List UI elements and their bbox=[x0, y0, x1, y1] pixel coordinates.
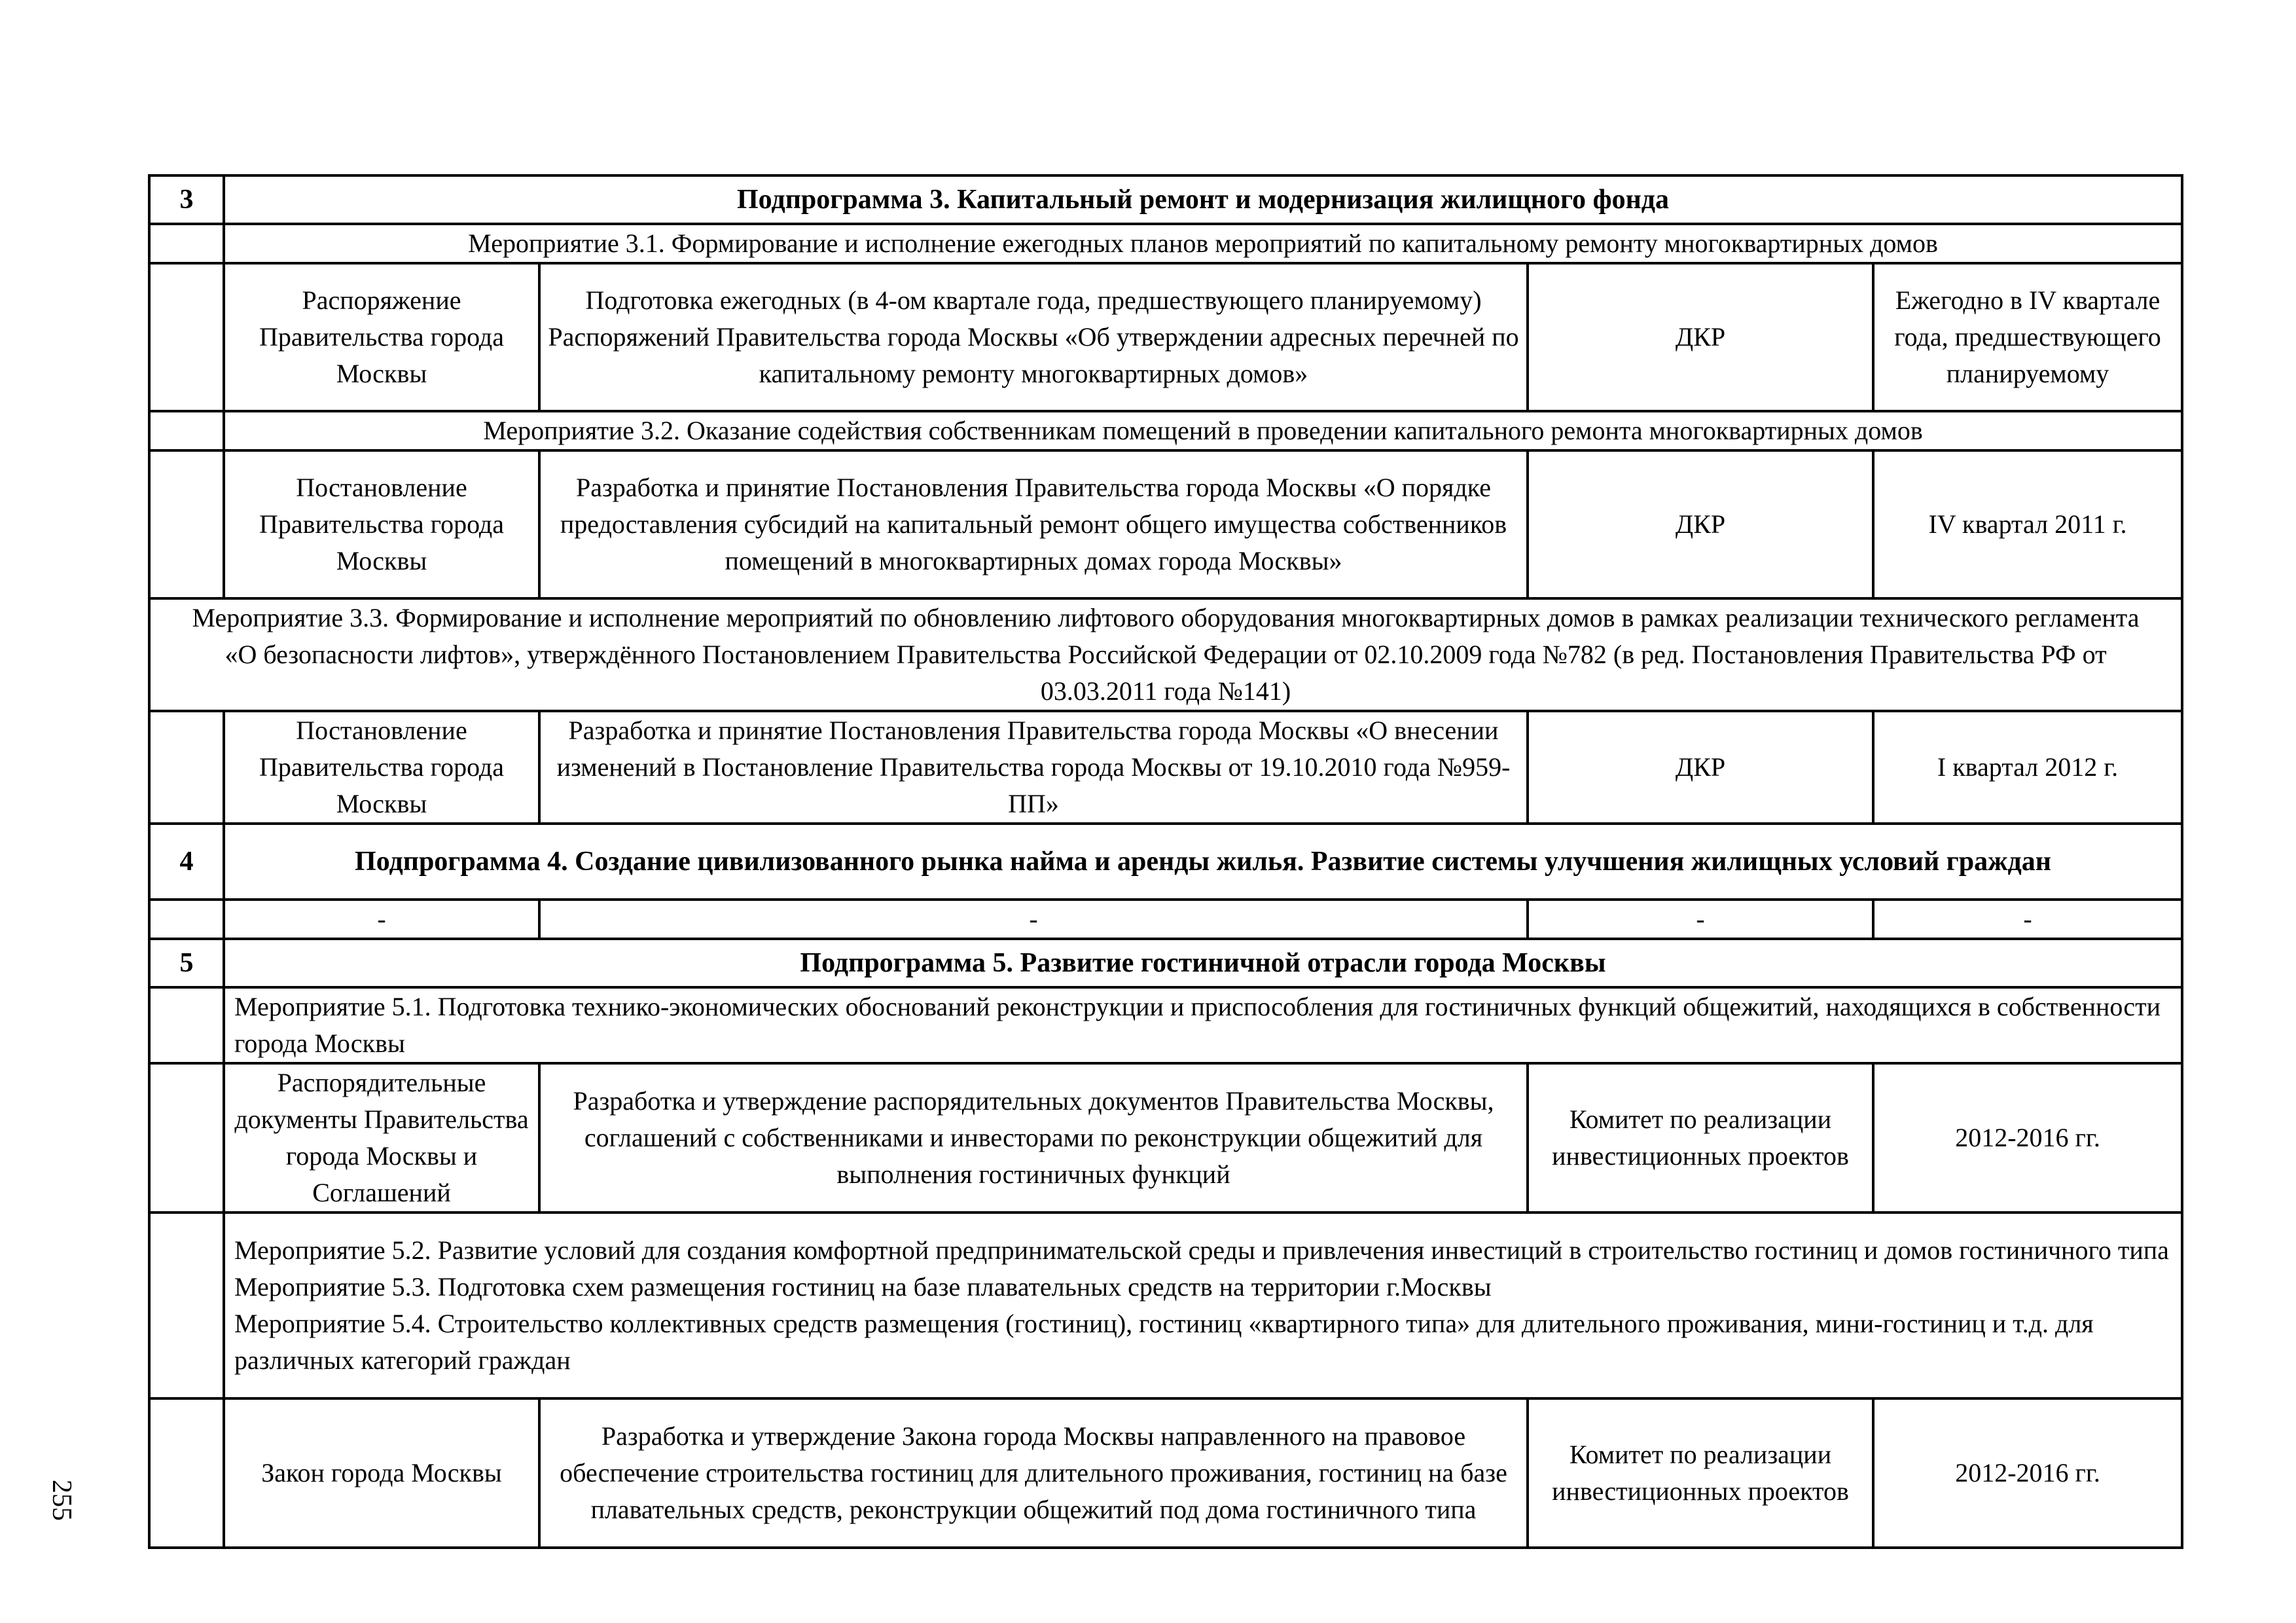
executor: - bbox=[1528, 900, 1873, 939]
empty-cell bbox=[149, 224, 224, 263]
document-type: Постановление Правительства города Москвы bbox=[224, 450, 539, 598]
empty-cell bbox=[149, 411, 224, 450]
deadline: 2012-2016 гг. bbox=[1873, 1063, 2182, 1213]
measure-row bbox=[149, 224, 2182, 263]
action-description: Разработка и принятие Постановления Правительства города Москвы «О порядке предоставления субсидий на капитальный ремонт общего имущества собственников помещений в многоквартирных домах города Москвы» bbox=[539, 450, 1528, 598]
measure-row bbox=[149, 411, 2182, 450]
measure-row bbox=[149, 1213, 2182, 1398]
deadline: I квартал 2012 г. bbox=[1873, 711, 2182, 824]
document-type: - bbox=[224, 900, 539, 939]
subprogram-title: Подпрограмма 3. Капитальный ремонт и модернизация жилищного фонда bbox=[224, 175, 2182, 224]
table-row bbox=[149, 1063, 2182, 1213]
subprogram-4-row bbox=[149, 824, 2182, 900]
action-description: Разработка и утверждение распорядительных документов Правительства Москвы, соглашений с собственниками и инвесторами по реконструкции общежитий для выполнения гостиничных функций bbox=[539, 1063, 1528, 1213]
subprogram-5-row bbox=[149, 939, 2182, 987]
table-row bbox=[149, 450, 2182, 598]
action-description: Разработка и принятие Постановления Правительства города Москвы «О внесении изменений в Постановление Правительства города Москвы от 19.10.2010 года №959-ПП» bbox=[539, 711, 1528, 824]
measure-5-3: Мероприятие 5.3. Подготовка схем размещения гостиниц на базе плавательных средств на территории г.Москвы bbox=[234, 1272, 1492, 1302]
subprogram-title: Подпрограмма 4. Создание цивилизованного рынка найма и аренды жилья. Развитие системы улучшения жилищных условий граждан bbox=[224, 824, 2182, 900]
measure-row bbox=[149, 598, 2182, 711]
document-type: Распоряжение Правительства города Москвы bbox=[224, 263, 539, 411]
empty-cell bbox=[149, 987, 224, 1063]
program-table bbox=[148, 174, 2183, 1549]
empty-cell bbox=[149, 263, 224, 411]
measure-5-4: Мероприятие 5.4. Строительство коллективных средств размещения (гостиниц), гостиниц «квартирного типа» для длительного проживания, мини-гостиниц и т.д. для различных категорий граждан bbox=[234, 1309, 2094, 1375]
executor: Комитет по реализации инвестиционных проектов bbox=[1528, 1398, 1873, 1548]
table-row bbox=[149, 1398, 2182, 1548]
empty-cell bbox=[149, 1063, 224, 1213]
subprogram-3-row bbox=[149, 175, 2182, 224]
measure-text: Мероприятие 3.2. Оказание содействия собственникам помещений в проведении капитального ремонта многоквартирных домов bbox=[224, 411, 2182, 450]
deadline: Ежегодно в IV квартале года, предшествующего планируемому bbox=[1873, 263, 2182, 411]
measure-5-2: Мероприятие 5.2. Развитие условий для создания комфортной предпринимательской среды и привлечения инвестиций в строительство гостиниц и домов гостиничного типа bbox=[234, 1235, 2169, 1265]
executor: ДКР bbox=[1528, 450, 1873, 598]
measure-text: Мероприятие 3.3. Формирование и исполнение мероприятий по обновлению лифтового оборудования многоквартирных домов в рамках реализации технического регламента «О безопасности лифтов», утверждённого Постановлением Правительства Российской Федерации от 02.10.2009 года №782 (в ред. Постановления Правительства РФ от 03.03.2011 года №141) bbox=[149, 598, 2182, 711]
document-type: Постановление Правительства города Москвы bbox=[224, 711, 539, 824]
subprogram-title: Подпрограмма 5. Развитие гостиничной отрасли города Москвы bbox=[224, 939, 2182, 987]
measure-row bbox=[149, 987, 2182, 1063]
action-description: Подготовка ежегодных (в 4-ом квартале года, предшествующего планируемому) Распоряжений Правительства города Москвы «Об утверждении адресных перечней по капитальному ремонту многоквартирных домов» bbox=[539, 263, 1528, 411]
empty-cell bbox=[149, 450, 224, 598]
deadline: - bbox=[1873, 900, 2182, 939]
empty-cell bbox=[149, 711, 224, 824]
measure-text: Мероприятие 3.1. Формирование и исполнение ежегодных планов мероприятий по капитальному ремонту многоквартирных домов bbox=[224, 224, 2182, 263]
empty-cell bbox=[149, 1398, 224, 1548]
action-description: - bbox=[539, 900, 1528, 939]
empty-cell bbox=[149, 900, 224, 939]
action-description: Разработка и утверждение Закона города Москвы направленного на правовое обеспечение строительства гостиниц для длительного проживания, гостиниц на базе плавательных средств, реконструкции общежитий под дома гостиничного типа bbox=[539, 1398, 1528, 1548]
empty-cell bbox=[149, 1213, 224, 1398]
subprogram-number: 5 bbox=[149, 939, 224, 987]
table-row bbox=[149, 900, 2182, 939]
table-row bbox=[149, 711, 2182, 824]
executor: ДКР bbox=[1528, 263, 1873, 411]
page-number: 255 bbox=[46, 1480, 77, 1521]
table-row bbox=[149, 263, 2182, 411]
deadline: 2012-2016 гг. bbox=[1873, 1398, 2182, 1548]
deadline: IV квартал 2011 г. bbox=[1873, 450, 2182, 598]
document-type: Закон города Москвы bbox=[224, 1398, 539, 1548]
executor: Комитет по реализации инвестиционных проектов bbox=[1528, 1063, 1873, 1213]
measure-text-group bbox=[224, 1213, 2182, 1398]
executor: ДКР bbox=[1528, 711, 1873, 824]
subprogram-number: 4 bbox=[149, 824, 224, 900]
measure-text: Мероприятие 5.1. Подготовка технико-экономических обоснований реконструкции и приспособления для гостиничных функций общежитий, находящихся в собственности города Москвы bbox=[224, 987, 2182, 1063]
document-type: Распорядительные документы Правительства города Москвы и Соглашений bbox=[224, 1063, 539, 1213]
subprogram-number: 3 bbox=[149, 175, 224, 224]
